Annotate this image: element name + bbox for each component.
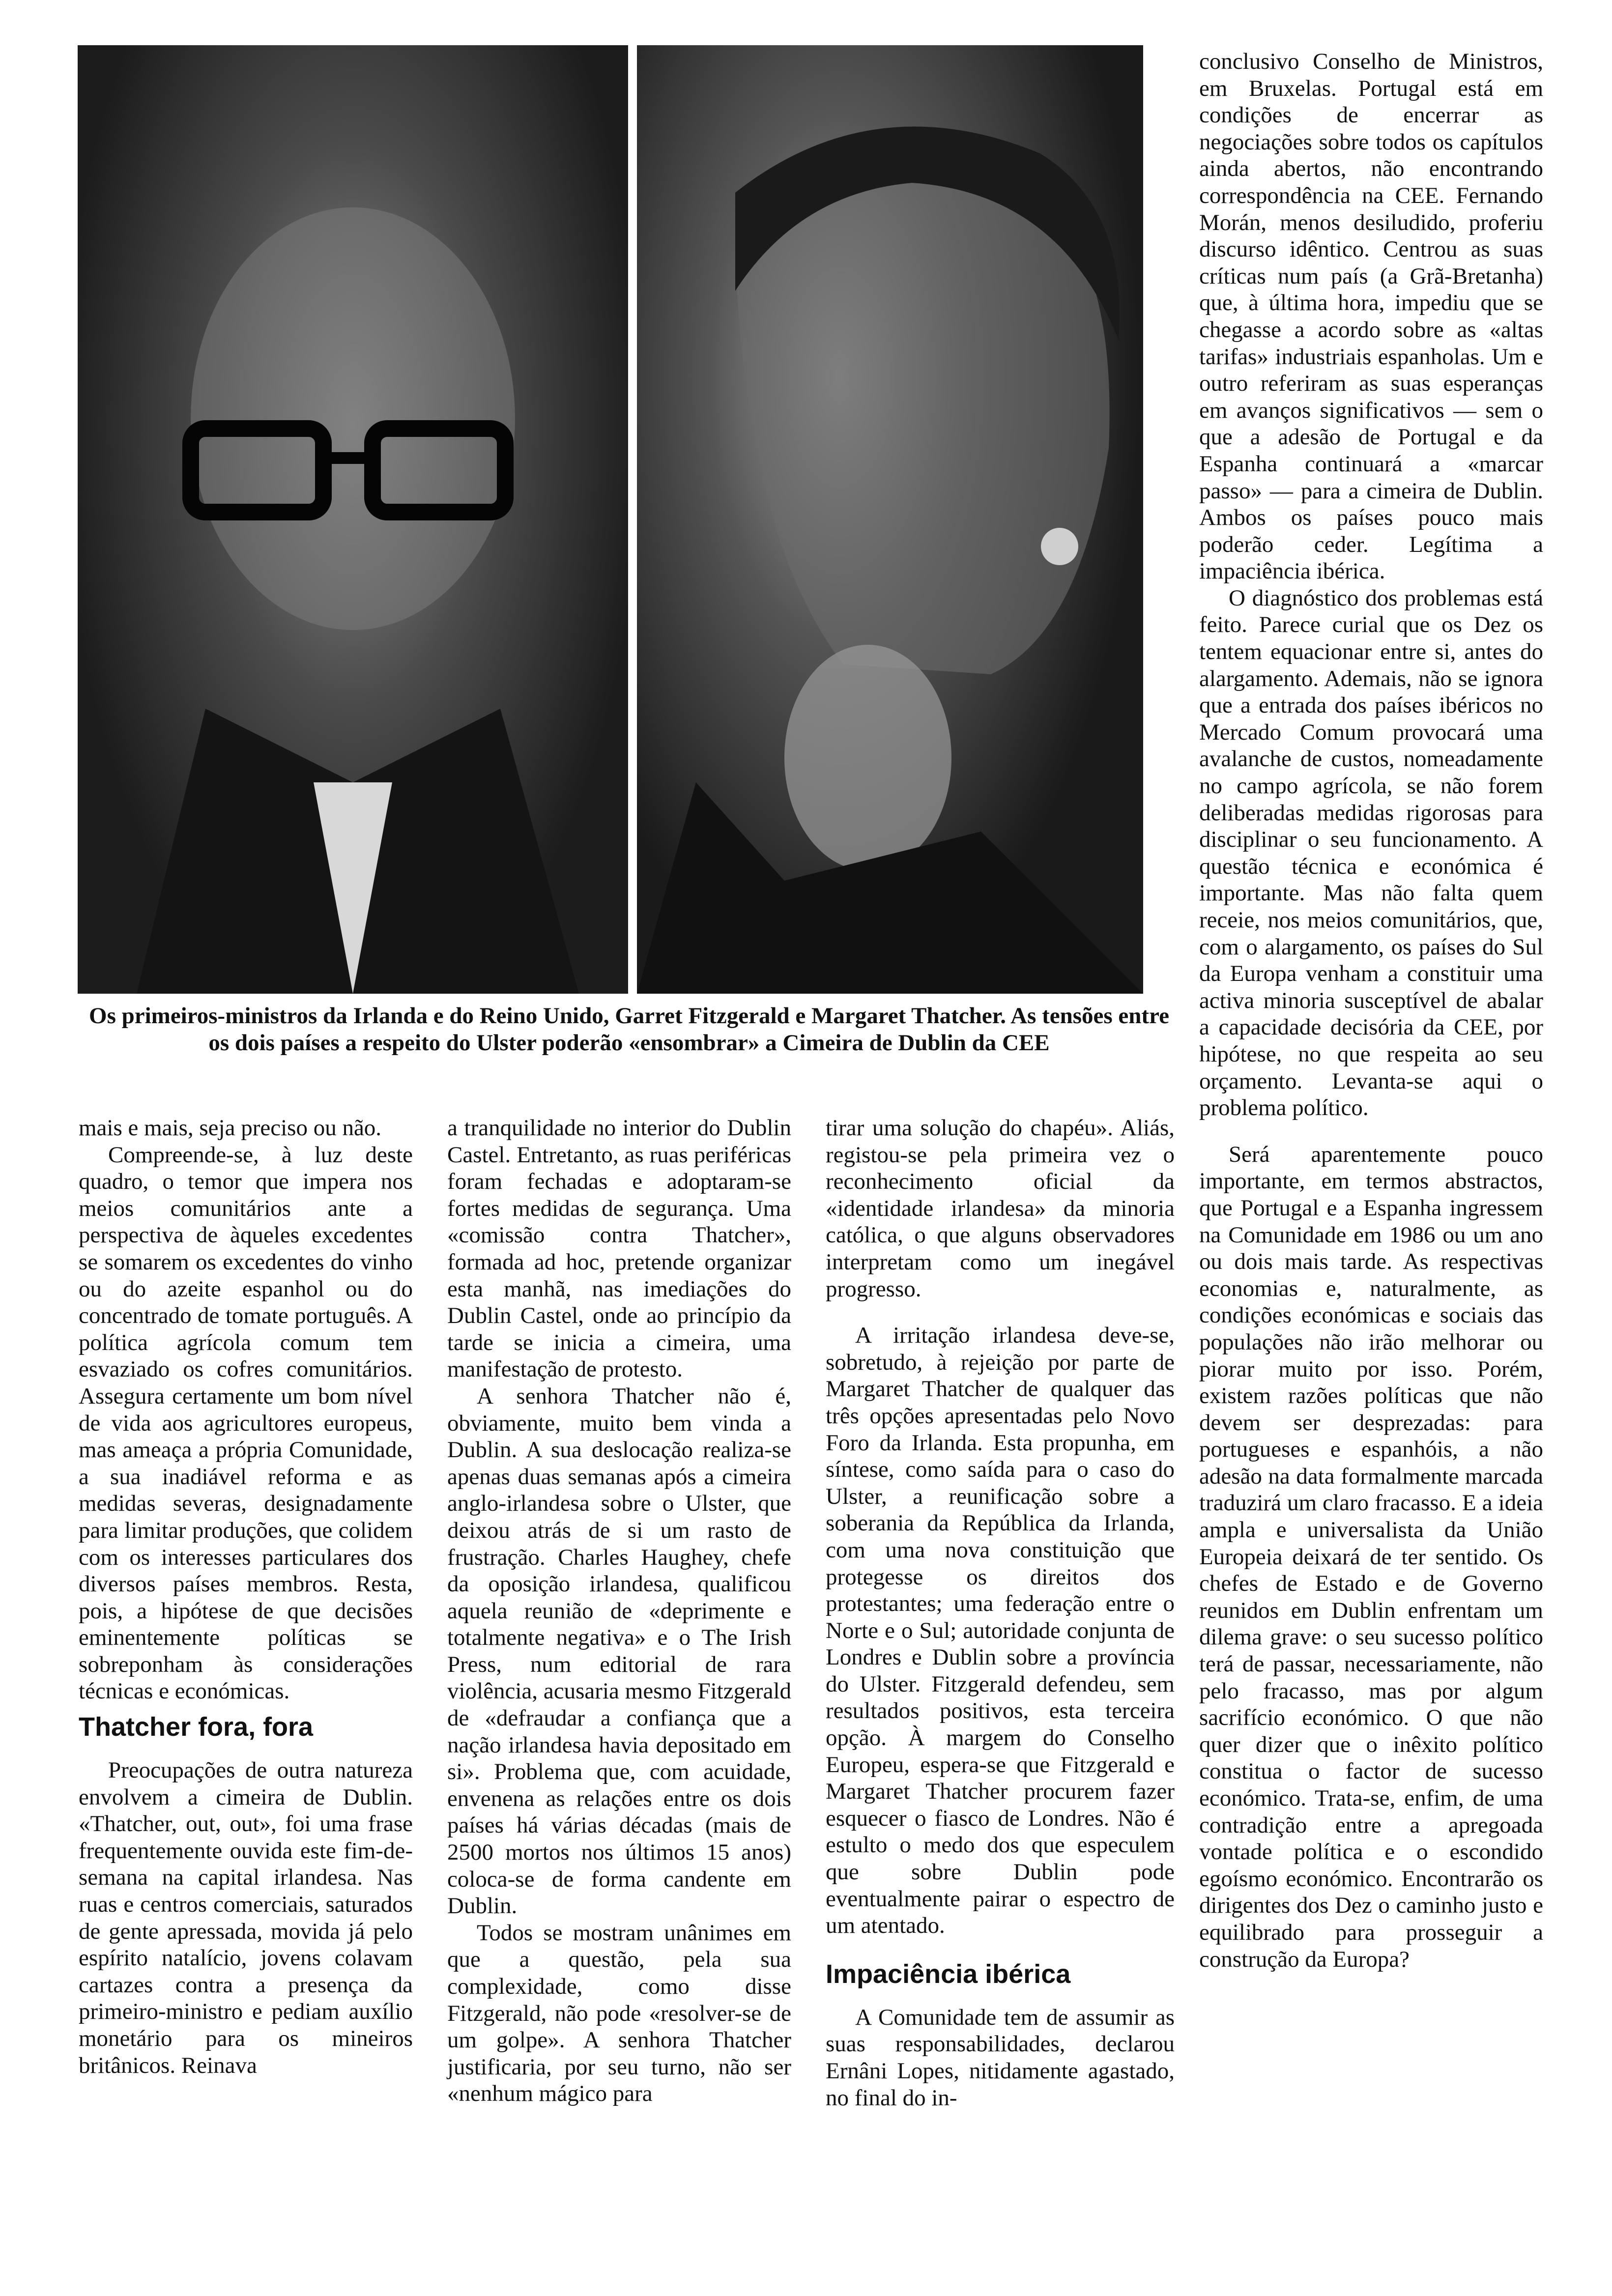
col1-paragraph-2: Compreende-se, à luz deste quadro, o temor que impera nos meios comunitários ante a perspectiva de àqueles excedentes se somarem os excedentes do vinho ou do azeite espanhol ou do concentrado de tomate português. A política agrícola comum tem esvaziado os cofres comunitários. Assegura certamente um bom nível de vida aos agricultores europeus, mas ameaça a própria Comunidade, a sua inadiável reforma e as medidas severas, designadamente para limitar produções, que colidem com os interesses particulares dos diversos países membros. Resta, pois, a hipótese de que decisões eminentemente políticas se sobreponham às considerações técnicas e económicas. (79, 1142, 413, 1704)
col4-paragraph-1: conclusivo Conselho de Ministros, em Bruxelas. Portugal está em condições de encerrar as negociações sobre todos os capítulos ainda abertos, não encontrando correspondência na CEE. Fernando Morán, menos desiludido, proferiu discurso idêntico. Centrou as suas críticas num país (a Grã-Bretanha) que, à última hora, impediu que se chegasse a acordo sobre as «altas tarifas» industriais espanholas. Um e outro referiram as suas esperanças em avanços significativos — sem o que a adesão de Portugal e da Espanha continuará a «marcar passo» — para a cimeira de Dublin. Ambos os países pouco mais poderão ceder. Legítima a impaciência ibérica. (1199, 49, 1543, 584)
column-4 (1199, 48, 1543, 1973)
photo-garret-fitzgerald (78, 45, 628, 994)
col3-paragraph-3: A Comunidade tem de assumir as suas responsabilidades, declarou Ernâni Lopes, nitidamente agastado, no final do in- (826, 2004, 1175, 2111)
col3-paragraph-2: A irritação irlandesa deve-se, sobretudo, à rejeição por parte de Margaret Thatcher de qualquer das três opções apresentadas pelo Novo Foro da Irlanda. Esta propunha, em síntese, como saída para o caso do Ulster, a reunificação sobre a soberania da República da Irlanda, com uma nova constituição que protegesse os direitos dos protestantes; uma federação entre o Norte e o Sul; autoridade conjunta de Londres e Dublin sobre a província do Ulster. Fitzgerald defendeu, sem resultados positivos, esta terceira opção. À margem do Conselho Europeu, espera-se que Fitzgerald e Margaret Thatcher procurem fazer esquecer o fiasco de Londres. Não é estulto o medo dos que especulem que sobre Dublin pode eventualmente pairar o espectro de um atentado. (826, 1322, 1175, 1939)
column-2 (447, 1115, 791, 2107)
col3-paragraph-1: tirar uma solução do chapéu». Aliás, registou-se pela primeira vez o reconhecimento oficial da «identidade irlandesa» da minoria católica, o que alguns observadores interpretam como um inegável progresso. (826, 1115, 1175, 1302)
portrait-sketch-right (637, 45, 1143, 994)
col2-paragraph-2: A senhora Thatcher não é, obviamente, muito bem vinda a Dublin. A sua deslocação realiza-se apenas duas semanas após a cimeira anglo-irlandesa sobre o Ulster, que deixou atrás de si um rasto de frustração. Charles Haughey, chefe da oposição irlandesa, qualificou aquela reunião de «deprimente e totalmente negativa» e o The Irish Press, num editorial de rara violência, acusaria mesmo Fitzgerald de «defraudar a confiança que a nação irlandesa havia depositado em si». Problema que, com acuidade, envenena as relações entre os dois países há várias décadas (mais de 2500 mortos nos últimos 15 anos) coloca-se de forma candente em Dublin. (447, 1383, 791, 1919)
portrait-sketch-left (78, 45, 628, 994)
photo-caption: Os primeiros-ministros da Irlanda e do Reino Unido, Garret Fitzgerald e Margaret Thatcher. As tensões entre os dois países a respeito do Ulster poderão «ensombrar» a Cimeira de Dublin da CEE (89, 1003, 1169, 1056)
col4-paragraph-2: O diagnóstico dos problemas está feito. Parece curial que os Dez os tentem equacionar entre si, antes do alargamento. Ademais, não se ignora que a entrada dos países ibéricos no Mercado Comum provocará uma avalanche de custos, nomeadamente no campo agrícola, se não forem deliberadas medidas rigorosas para disciplinar o seu funcionamento. A questão técnica e económica é importante. Mas não falta quem receie, nos meios comunitários, que, com o alargamento, os países do Sul da Europa venham a constituir uma activa minoria susceptível de abalar a capacidade decisória da CEE, por hipótese, no que respeita ao seu orçamento. Levanta-se aqui o problema político. (1199, 585, 1543, 1121)
col1-paragraph-3: Preocupações de outra natureza envolvem a cimeira de Dublin. «Thatcher, out, out», foi uma frase frequentemente ouvida este fim-de-semana na capital irlandesa. Nas ruas e centros comerciais, saturados de gente apressada, movida já pelo espírito natalício, jovens colavam cartazes contra a presença da primeiro-ministro e pediam auxílio monetário para os mineiros britânicos. Reinava (79, 1757, 413, 2078)
col2-paragraph-3: Todos se mostram unânimes em que a questão, pela sua complexidade, como disse Fitzgerald, não pode «resolver-se de um golpe». A senhora Thatcher justificaria, por seu turno, não ser «nenhum mágico para (447, 1920, 791, 2107)
column-1 (79, 1115, 413, 2079)
subheading-thatcher-fora: Thatcher fora, fora (79, 1712, 314, 1742)
photo-margaret-thatcher (637, 45, 1143, 994)
col2-paragraph-1: a tranquilidade no interior do Dublin Castel. Entretanto, as ruas periféricas foram fechadas e adoptaram-se fortes medidas de segurança. Uma «comissão contra Thatcher», formada ad hoc, pretende organizar esta manhã, nas imediações do Dublin Castel, onde ao princípio da tarde se inicia a cimeira, uma manifestação de protesto. (447, 1115, 791, 1382)
col4-paragraph-3: Será aparentemente pouco importante, em termos abstractos, que Portugal e a Espanha ingressem na Comunidade em 1986 ou um ano ou dois mais tarde. As respectivas economias e, naturalmente, as condições económicas e sociais das populações não irão melhorar ou piorar muito por isso. Porém, existem razões políticas que não devem ser desprezadas: para portugueses e espanhóis, a não adesão na data formalmente marcada traduzirá um claro fracasso. E a ideia ampla e universalista da União Europeia deixará de ter sentido. Os chefes de Estado e de Governo reunidos em Dublin enfrentam um dilema grave: o seu sucesso político terá de passar, necessariamente, não pelo fracasso, mas por algum sacrifício económico. O que não quer dizer que o inêxito político constitua o factor de sucesso económico. Trata-se, enfim, de uma contradição entre a apregoada vontade política e o escondido egoísmo económico. Encontrarão os dirigentes dos Dez o caminho justo e equilibrado para prosseguir a construção da Europa? (1199, 1141, 1543, 1972)
subheading-impaciencia-iberica: Impaciência ibérica (826, 1959, 1071, 1989)
col1-paragraph-1: mais e mais, seja preciso ou não. (79, 1115, 382, 1141)
column-3 (826, 1115, 1175, 2111)
